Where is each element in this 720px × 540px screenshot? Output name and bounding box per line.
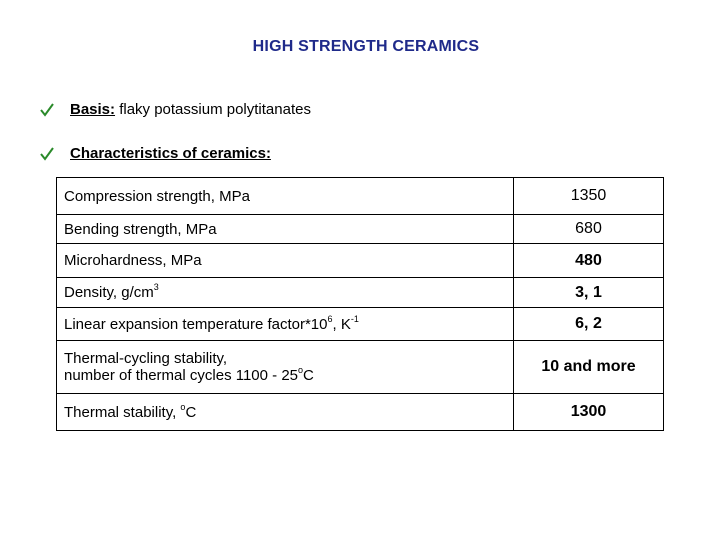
table-row (57, 341, 664, 394)
table-row (57, 278, 664, 308)
bullet-basis (40, 101, 311, 118)
property-value: 3, 1 (514, 278, 664, 308)
density-sup: 3 (153, 282, 159, 292)
property-value: 480 (514, 244, 664, 278)
thermal-stability-b: C (185, 403, 197, 421)
page-title: HIGH STRENGTH CERAMICS (252, 38, 480, 55)
property-name: Bending strength, MPa (57, 215, 514, 244)
checkmark-icon (40, 147, 54, 161)
thermal-stability-a: Thermal stability, (64, 403, 181, 421)
property-value: 10 and more (514, 341, 664, 394)
thermal-cycling-line1: Thermal-cycling stability, (64, 350, 228, 367)
thermal-cycling-line2 (64, 367, 506, 384)
table-row (57, 308, 664, 341)
checkmark-icon (40, 103, 54, 117)
table-row (57, 394, 664, 431)
property-value: 680 (514, 215, 664, 244)
property-name: Microhardness, MPa (57, 244, 514, 278)
property-value: 1350 (514, 178, 664, 215)
table-row (57, 244, 664, 278)
property-name (57, 394, 514, 431)
table-row (57, 215, 664, 244)
expansion-sup2: -1 (350, 313, 359, 324)
bullet-characteristics (40, 145, 271, 162)
expansion-sup: 6 (327, 313, 333, 324)
thermal-cycling-line2-a: number of thermal cycles 1100 - 25 (64, 367, 299, 384)
property-name (57, 308, 514, 341)
thermal-stability-sup: o (180, 401, 186, 412)
property-name: Compression strength, MPa (57, 178, 514, 215)
basis-label: Basis: (70, 101, 116, 118)
thermal-cycling-sup: o (298, 365, 304, 375)
properties-table (56, 177, 664, 431)
property-name (57, 341, 514, 394)
table-row (57, 178, 664, 215)
basis-text: flaky potassium polytitanates (115, 101, 311, 118)
characteristics-label: Characteristics of ceramics: (70, 145, 271, 162)
density-label: Density, g/cm (64, 284, 154, 301)
property-name (57, 278, 514, 308)
thermal-cycling-line2-b: C (303, 367, 314, 384)
property-value: 6, 2 (514, 308, 664, 341)
property-value: 1300 (514, 394, 664, 431)
expansion-label: Linear expansion temperature factor*10 (64, 315, 328, 333)
expansion-label-mid: , K (332, 315, 351, 333)
